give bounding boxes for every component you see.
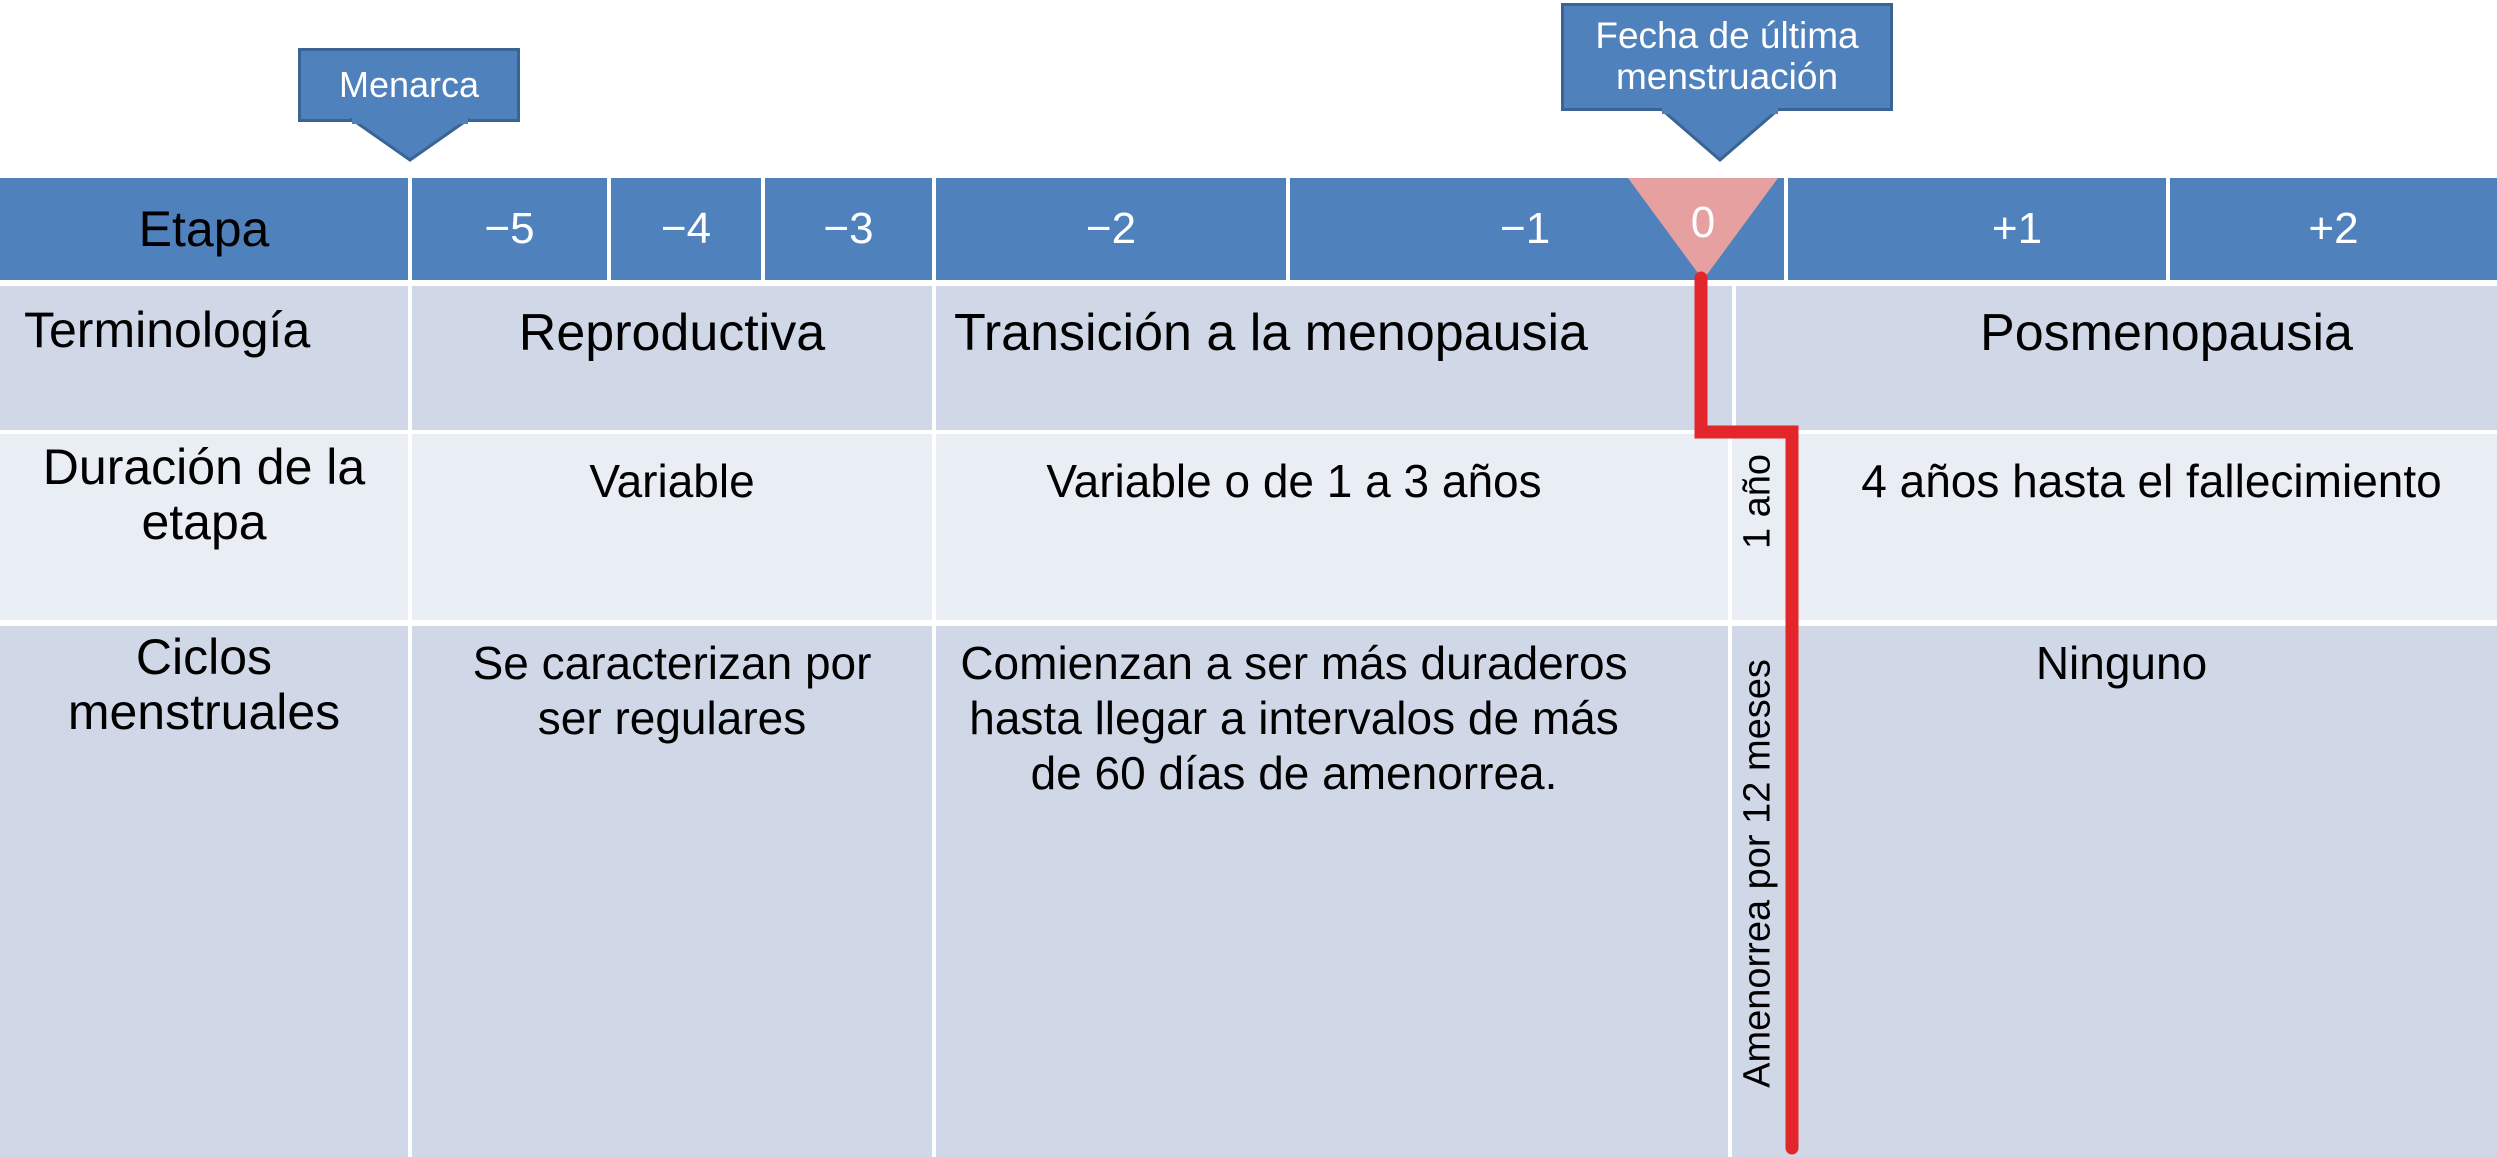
stage-minus-2: −2	[936, 178, 1286, 280]
stage-minus-4: −4	[611, 178, 761, 280]
terminologia-posmenopausia: Posmenopausia	[1736, 286, 2497, 430]
fum-label-line1: Fecha de última	[1595, 15, 1859, 57]
fum-label-line2: menstruación	[1615, 56, 1839, 97]
stage-minus-5: −5	[412, 178, 607, 280]
menarca-label: Menarca	[338, 64, 480, 106]
duracion-label: Duración de la etapa	[0, 434, 408, 620]
duracion-reproductiva: Variable	[412, 434, 932, 620]
stage-plus-1: +1	[1788, 178, 2166, 280]
duracion-posmenopausia: 4 años hasta el fallecimiento	[1736, 434, 2497, 620]
stage-minus-1: −1	[1290, 178, 1784, 280]
stage-zero-label: 0	[1690, 198, 1716, 247]
ciclos-reproductiva: Se caracterizan por ser regulares	[412, 626, 932, 1157]
ciclos-posmenopausia: Ninguno	[1736, 626, 2497, 1157]
ciclos-label: Ciclos menstruales	[0, 626, 408, 1157]
duracion-transicion: Variable o de 1 a 3 años	[936, 434, 1732, 620]
terminologia-label: Terminología	[0, 286, 408, 430]
stage-minus-3: −3	[765, 178, 932, 280]
ciclos-transicion: Comienzan a ser más duraderos hasta llegar a intervalos de más de 60 días de amenorrea.	[936, 626, 1732, 1157]
stage-plus-2: +2	[2170, 178, 2497, 280]
terminologia-reproductiva: Reproductiva	[412, 286, 932, 430]
terminologia-transicion: Transición a la menopausia	[936, 286, 1732, 430]
header-etapa-label: Etapa	[0, 178, 408, 280]
